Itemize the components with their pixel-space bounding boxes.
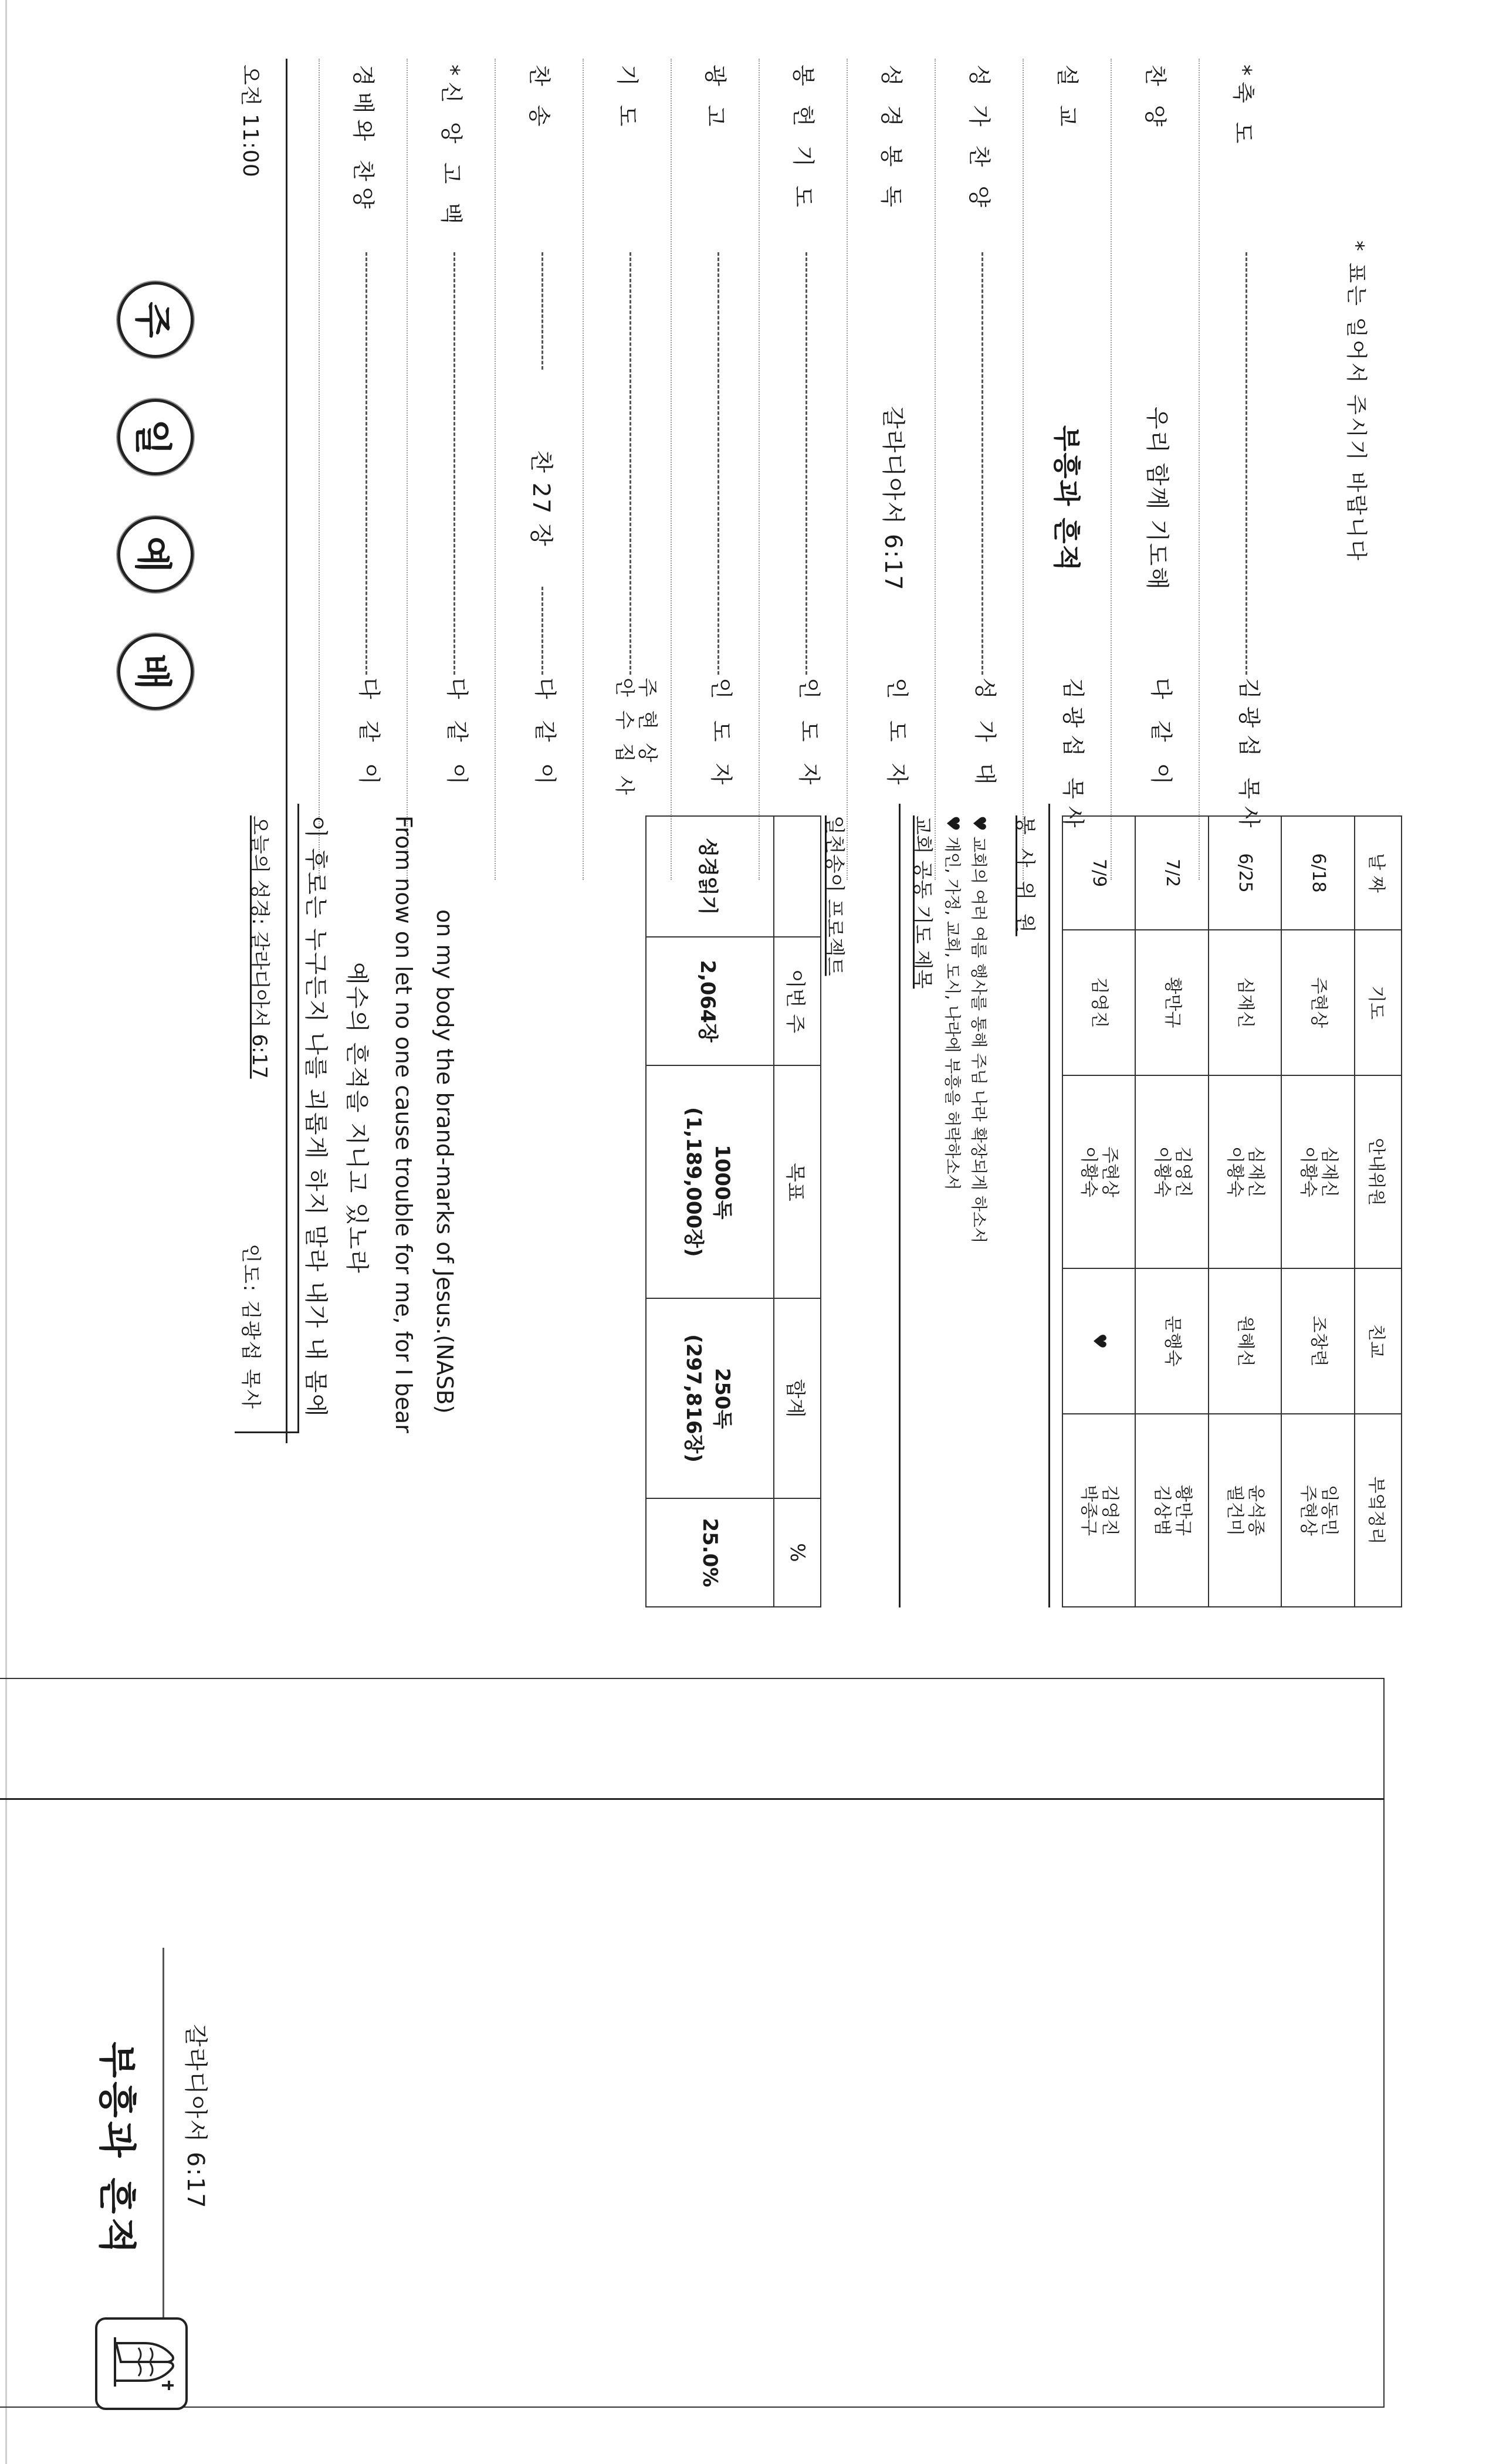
project-col-total: 합계 [774, 1298, 821, 1498]
order-assignee: 다 같 이 [1148, 678, 1174, 792]
order-label: 광 고 [702, 65, 728, 133]
leader-dashes [629, 252, 631, 675]
order-assignee: 성 가 대 [972, 678, 998, 792]
table-row [1282, 816, 1355, 1607]
volunteer-cell: 6/25 [1209, 816, 1282, 930]
order-assignee: 인 도 자 [796, 678, 822, 792]
verse-english-1: From now on let no one cause trouble for me, for I bear [391, 815, 417, 1433]
order-detail: 부흥과 흔적 [1051, 425, 1082, 573]
prayer-heading: 교회 공동 기도 제목 [911, 815, 934, 989]
cover-reference: 갈라디아서 6:17 [182, 2024, 209, 2209]
volunteer-header-cell: 날 짜 [1355, 816, 1402, 930]
title-char-2: 일 [117, 399, 194, 475]
page-title [111, 282, 199, 810]
volunteer-cell: 황만규 [1136, 930, 1209, 1075]
verse-english-2: on my body the brand-marks of Jesus.(NASB) [432, 909, 458, 1414]
volunteer-header-cell: 부엌정리 [1355, 1414, 1402, 1607]
leader-dashes [1245, 252, 1247, 675]
volunteer-cell: 심재신 이황숙 [1209, 1075, 1282, 1268]
leader-dashes [981, 252, 983, 675]
volunteer-cell: 김영진 박종구 [1062, 1414, 1136, 1607]
project-thisweek: 2,064장 [646, 937, 774, 1066]
standing-footnote: * 표는 일어서 주시기 바랍니다 [1344, 241, 1368, 563]
verse-korean-1: 이 후로는 누구든지 나를 괴롭게 하지 말라 내가 내 몸에 [302, 815, 329, 1418]
scripture-heading: 오늘의 성경: 갈라디아서 6:17 [248, 815, 271, 1079]
project-row-label: 성경읽기 [646, 816, 774, 937]
heart-icon: ♥ [969, 815, 989, 831]
order-label: 경배와 찬양 [350, 65, 376, 215]
project-col-goal: 목표 [774, 1065, 821, 1298]
order-label: *신 앙 고 백 [438, 65, 464, 231]
project-heading: 일천송이 프로젝트 [823, 815, 846, 976]
row-divider [759, 59, 760, 880]
volunteer-cell: 7/9 [1062, 816, 1136, 930]
leader-dashes [805, 252, 807, 675]
order-assignee: 다 같 이 [356, 678, 382, 792]
volunteer-cell: 조창련 [1282, 1268, 1355, 1414]
header-rule [286, 59, 287, 1443]
row-divider [671, 59, 672, 880]
volunteer-cell: 김영진 [1062, 930, 1136, 1075]
order-row [845, 59, 933, 1443]
volunteer-cell: 황만규 김상범 [1136, 1414, 1209, 1607]
table-row [1136, 816, 1209, 1607]
volunteer-header-cell: 안내위원 [1355, 1075, 1402, 1268]
prayer-item-1: ♥ 개인, 가정, 교회, 도시, 나라에 부흥을 허락하소서 [942, 815, 963, 1190]
row-divider [1023, 59, 1024, 880]
project-total: 250독 (297,816장) [646, 1298, 774, 1498]
cover-divider [0, 1798, 1385, 1800]
volunteer-cell: 7/2 [1136, 816, 1209, 930]
order-label: *축 도 [1230, 65, 1256, 150]
order-detail: 우리 함께 기도해 [1143, 407, 1170, 591]
praying-hands-icon [95, 2317, 188, 2410]
order-assignee: 다 같 이 [444, 678, 470, 792]
order-detail: 찬 27 장 [527, 450, 554, 547]
prayer-item-2: ♥ 교회의 여러 여름 행사를 통해 주님 나라 확장되게 하소서 [969, 815, 989, 1244]
order-assignee: 인 도 자 [884, 678, 910, 792]
leader-dashes [541, 587, 543, 675]
title-char-1: 주 [117, 282, 194, 358]
row-divider [935, 59, 936, 880]
row-divider [1111, 59, 1112, 880]
order-label: 봉 헌 기 도 [790, 65, 816, 214]
order-label: 기 도 [614, 65, 640, 133]
volunteer-cell: 6/18 [1282, 816, 1355, 930]
row-divider [847, 59, 848, 880]
volunteer-header-cell: 기도 [1355, 930, 1402, 1075]
prayer-rule [899, 804, 901, 1607]
leader-dashes [717, 252, 719, 675]
scripture-rule [297, 804, 299, 1433]
order-assignee: 다 같 이 [532, 678, 558, 792]
order-assignee: 김광섭 목사 [1060, 678, 1086, 835]
row-divider [495, 59, 496, 880]
volunteer-cell: 심재신 [1209, 930, 1282, 1075]
project-col-thisweek: 이번 주 [774, 937, 821, 1066]
row-divider [319, 59, 320, 880]
leader-dashes [541, 252, 543, 370]
row-divider [1199, 59, 1200, 880]
project-goal: 1000독 (1,189,000장) [646, 1065, 774, 1298]
verse-korean-2: 예수의 흔적을 지니고 있노라 [343, 962, 370, 1274]
order-label: 성 경 봉 독 [878, 65, 904, 214]
table-row [1209, 816, 1282, 1607]
project-table [645, 815, 821, 1607]
volunteer-cell: 주현상 이황숙 [1062, 1075, 1136, 1268]
scripture-corner [235, 1431, 299, 1433]
leader-dashes [365, 252, 367, 675]
project-percent: 25.0% [646, 1498, 774, 1607]
order-assignee: 김광섭 목사 [1236, 678, 1262, 835]
order-label: 성 가 찬 양 [966, 65, 992, 214]
order-row [493, 59, 581, 1443]
order-detail: 갈라디아서 6:17 [879, 406, 906, 591]
row-divider [407, 59, 408, 880]
volunteer-cell: 심재신 이황숙 [1282, 1075, 1355, 1268]
order-label: 설 교 [1054, 65, 1080, 133]
volunteer-cell: ♥ [1062, 1268, 1136, 1414]
volunteer-header-cell: 친교 [1355, 1268, 1402, 1414]
service-time: 오전 11:00 [238, 65, 262, 178]
heart-icon: ♥ [942, 815, 963, 831]
volunteer-cell: 원혜선 [1209, 1268, 1282, 1414]
leader-dashes [453, 252, 455, 675]
volunteer-cell: 문행숙 [1136, 1268, 1209, 1414]
volunteer-cell: 주현상 [1282, 930, 1355, 1075]
title-char-4: 배 [117, 634, 194, 710]
project-col-blank [774, 816, 821, 937]
volunteer-table [1062, 815, 1402, 1607]
project-col-percent: % [774, 1498, 821, 1607]
volunteer-heading: 봉 사 위 원 [1013, 815, 1037, 936]
volunteer-cell: 임동민 주현상 [1282, 1414, 1355, 1607]
order-label: 찬 양 [1142, 65, 1168, 133]
order-assignee: 인 도 자 [708, 678, 734, 792]
order-assignee: 주 현 상 안 수 집 사 [612, 678, 659, 798]
order-label: 찬 송 [526, 65, 552, 133]
table-row [1062, 816, 1136, 1607]
cover-title: 부흥과 흔적 [94, 2042, 138, 2257]
title-char-3: 예 [117, 516, 194, 593]
volunteer-cell: 윤석종 필건미 [1209, 1414, 1282, 1607]
service-leader: 인도: 김광섭 목사 [239, 1244, 262, 1410]
row-divider [583, 59, 584, 880]
volunteer-cell: 김영진 이황숙 [1136, 1075, 1209, 1268]
volunteer-rule [1048, 804, 1050, 1607]
